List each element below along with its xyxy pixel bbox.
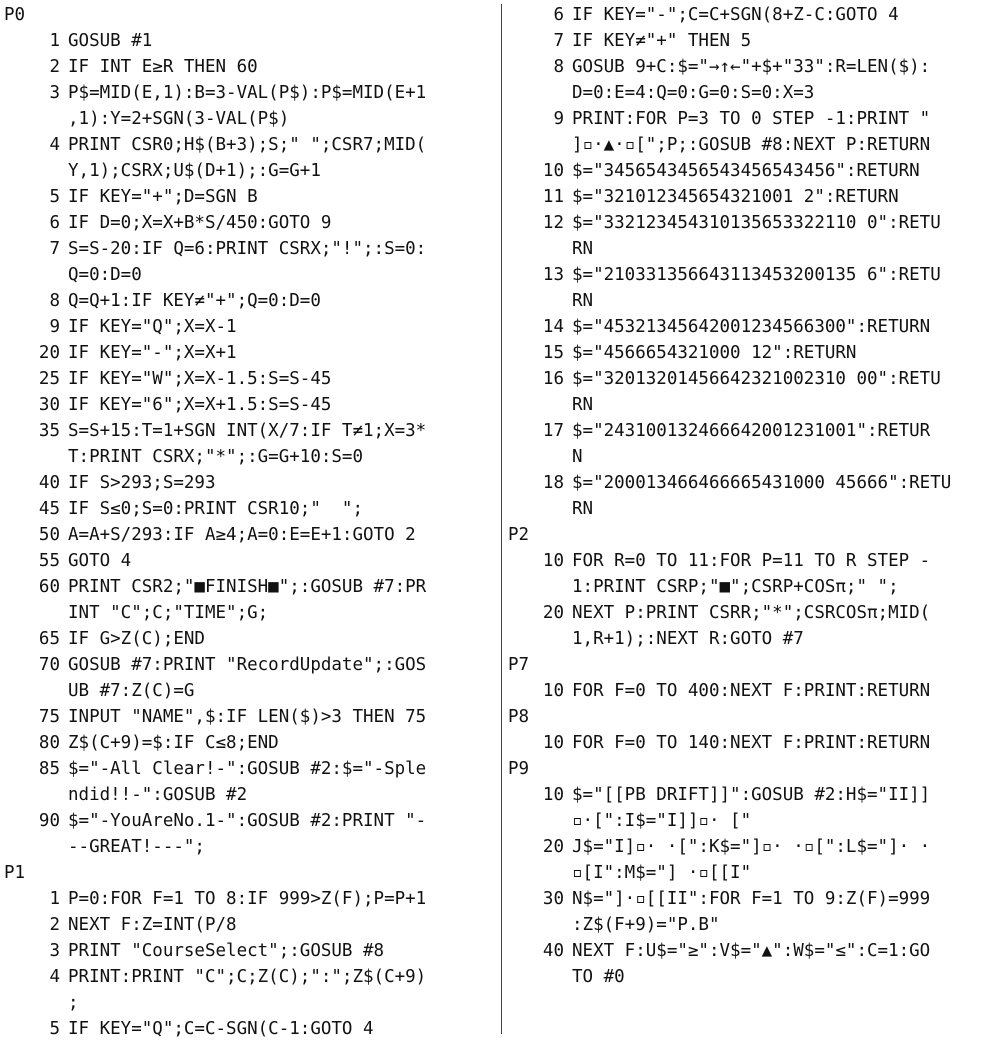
code-line — [4, 522, 496, 548]
code-line — [4, 964, 496, 1016]
line-number: 9 — [553, 109, 564, 129]
code-line — [4, 938, 496, 964]
line-number: 2 — [49, 915, 60, 935]
line-code: FOR F=0 TO 400:NEXT F:PRINT:RETURN — [572, 681, 931, 701]
line-code: $="332123454310135653322110 0":RETU RN — [572, 213, 941, 259]
code-line — [4, 574, 496, 626]
line-code: GOSUB 9+C:$="→↑←"+$+"33":R=LEN($): D=0:E=4:Q=0:G=0:S=0:X=3 — [572, 57, 931, 103]
line-number: 10 — [542, 785, 564, 805]
code-line — [4, 80, 496, 132]
line-code: IF KEY="Q";X=X-1 — [68, 317, 237, 337]
line-code: S=S-20:IF Q=6:PRINT CSRX;"!";:S=0: Q=0:D=0 — [68, 239, 427, 285]
code-line — [4, 340, 496, 366]
line-number: 3 — [49, 83, 60, 103]
line-number: 4 — [49, 135, 60, 155]
line-code: IF KEY="-";X=X+1 — [68, 343, 237, 363]
code-line — [508, 28, 996, 54]
line-code: FOR F=0 TO 140:NEXT F:PRINT:RETURN — [572, 733, 931, 753]
line-code: GOSUB #1 — [68, 31, 153, 51]
code-line — [4, 288, 496, 314]
line-code: INPUT "NAME",$:IF LEN($)>3 THEN 75 — [68, 707, 427, 727]
line-number: 7 — [49, 239, 60, 259]
code-line — [4, 652, 496, 704]
code-line — [4, 236, 496, 288]
line-code: S=S+15:T=1+SGN INT(X/7:IF T≠1;X=3* T:PRINT CSRX;"*";:G=G+10:S=0 — [68, 421, 427, 467]
code-line — [4, 808, 496, 860]
line-number: 1 — [49, 889, 60, 909]
line-number: 20 — [542, 837, 564, 857]
line-number: 80 — [38, 733, 60, 753]
column-divider — [501, 4, 502, 1034]
code-line — [508, 158, 996, 184]
program-section-label: P7 — [508, 655, 530, 675]
line-code: $="[[PB DRIFT]]":GOSUB #2:H$="II]] ▫·[":I$="I]]▫· [" — [572, 785, 931, 831]
line-code: J$="I]▫· ·[":K$="]▫· ·▫[":L$="]· · ▫[I":M$="] ·▫[[I" — [572, 837, 931, 883]
line-code: $="-YouAreNo.1-":GOSUB #2:PRINT "- --GREAT!---"; — [68, 811, 427, 857]
line-code: $="45321345642001234566300":RETURN — [572, 317, 931, 337]
code-line — [508, 782, 996, 834]
code-line — [4, 548, 496, 574]
code-line — [508, 340, 996, 366]
line-number: 4 — [49, 967, 60, 987]
line-number: 17 — [542, 421, 564, 441]
line-code: $="321012345654321001 2":RETURN — [572, 187, 899, 207]
line-number: 3 — [49, 941, 60, 961]
line-number: 9 — [49, 317, 60, 337]
code-line — [508, 548, 996, 600]
code-line — [4, 626, 496, 652]
line-number: 16 — [542, 369, 564, 389]
code-line — [4, 418, 496, 470]
line-number: 10 — [542, 733, 564, 753]
code-line — [508, 418, 996, 470]
line-code: IF KEY≠"+" THEN 5 — [572, 31, 752, 51]
line-code: A=A+S/293:IF A≥4;A=0:E=E+1:GOTO 2 — [68, 525, 416, 545]
code-line — [4, 184, 496, 210]
line-code: FOR R=0 TO 11:FOR P=11 TO R STEP - 1:PRINT CSRP;"■";CSRP+COSπ;" "; — [572, 551, 931, 597]
code-line — [508, 886, 996, 938]
code-line — [508, 54, 996, 106]
line-number: 10 — [542, 551, 564, 571]
line-code: PRINT:PRINT "C";C;Z(C);":";Z$(C+9) ; — [68, 967, 427, 1013]
line-code: PRINT:FOR P=3 TO 0 STEP -1:PRINT " ]▫·▲·▫[";P;:GOSUB #8:NEXT P:RETURN — [572, 109, 931, 155]
line-code: Q=Q+1:IF KEY≠"+";Q=0:D=0 — [68, 291, 321, 311]
code-line — [4, 886, 496, 912]
line-number: 7 — [553, 31, 564, 51]
code-line — [4, 1016, 496, 1042]
code-line — [4, 730, 496, 756]
line-code: $="4566654321000 12":RETURN — [572, 343, 857, 363]
line-code: $="32013201456642321002310 00":RETU RN — [572, 369, 941, 415]
line-number: 85 — [38, 759, 60, 779]
line-code: Z$(C+9)=$:IF C≤8;END — [68, 733, 279, 753]
line-number: 6 — [553, 5, 564, 25]
line-number: 2 — [49, 57, 60, 77]
line-code: IF D=0;X=X+B*S/450:GOTO 9 — [68, 213, 332, 233]
line-number: 40 — [542, 941, 564, 961]
code-line — [508, 314, 996, 340]
program-section-label: P9 — [508, 759, 530, 779]
code-line — [4, 314, 496, 340]
line-number: 20 — [38, 343, 60, 363]
line-code: IF KEY="6";X=X+1.5:S=S-45 — [68, 395, 332, 415]
line-code: $="200013466466665431000 45666":RETU RN — [572, 473, 952, 519]
line-number: 45 — [38, 499, 60, 519]
line-code: P=0:FOR F=1 TO 8:IF 999>Z(F);P=P+1 — [68, 889, 427, 909]
line-code: NEXT F:U$="≥":V$="▲":W$="≤":C=1:GO TO #0 — [572, 941, 931, 987]
line-code: IF G>Z(C);END — [68, 629, 205, 649]
line-code: $="-All Clear!-":GOSUB #2:$="-Sple ndid!!-":GOSUB #2 — [68, 759, 427, 805]
line-number: 20 — [542, 603, 564, 623]
line-number: 25 — [38, 369, 60, 389]
code-line — [508, 834, 996, 886]
line-number: 6 — [49, 213, 60, 233]
code-line — [4, 704, 496, 730]
line-code: IF KEY="Q";C=C-SGN(C-1:GOTO 4 — [68, 1019, 374, 1039]
code-line — [508, 366, 996, 418]
line-number: 30 — [542, 889, 564, 909]
line-code: IF INT E≥R THEN 60 — [68, 57, 258, 77]
line-code: PRINT "CourseSelect";:GOSUB #8 — [68, 941, 385, 961]
code-line — [508, 262, 996, 314]
program-section-label: P0 — [4, 5, 26, 25]
line-number: 50 — [38, 525, 60, 545]
code-line — [508, 730, 996, 756]
code-line — [4, 912, 496, 938]
code-line — [4, 392, 496, 418]
line-code: IF S≤0;S=0:PRINT CSR10;" "; — [68, 499, 364, 519]
code-line — [508, 210, 996, 262]
listing-column-right — [508, 2, 996, 990]
program-section-label: P2 — [508, 525, 530, 545]
line-code: PRINT CSR0;H$(B+3);S;" ";CSR7;MID( Y,1);CSRX;U$(D+1);:G=G+1 — [68, 135, 427, 181]
line-number: 1 — [49, 31, 60, 51]
line-number: 10 — [542, 681, 564, 701]
line-code: $="243100132466642001231001":RETUR N — [572, 421, 931, 467]
code-line — [4, 210, 496, 236]
code-line — [4, 366, 496, 392]
code-line — [508, 600, 996, 652]
line-code: NEXT F:Z=INT(P/8 — [68, 915, 237, 935]
code-line — [4, 756, 496, 808]
line-number: 14 — [542, 317, 564, 337]
line-number: 10 — [542, 161, 564, 181]
line-code: IF KEY="+";D=SGN B — [68, 187, 258, 207]
line-code: IF KEY="-";C=C+SGN(8+Z-C:GOTO 4 — [572, 5, 899, 25]
line-number: 70 — [38, 655, 60, 675]
code-line — [4, 132, 496, 184]
code-line — [508, 938, 996, 990]
code-line — [508, 470, 996, 522]
line-number: 11 — [542, 187, 564, 207]
code-line — [508, 184, 996, 210]
listing-column-left — [4, 2, 496, 1042]
line-number: 65 — [38, 629, 60, 649]
line-number: 18 — [542, 473, 564, 493]
line-number: 8 — [553, 57, 564, 77]
code-line — [4, 54, 496, 80]
line-code: IF KEY="W";X=X-1.5:S=S-45 — [68, 369, 332, 389]
line-number: 75 — [38, 707, 60, 727]
line-number: 5 — [49, 187, 60, 207]
line-code: $="210331356643113453200135 6":RETU RN — [572, 265, 941, 311]
program-section-label: P8 — [508, 707, 530, 727]
line-number: 12 — [542, 213, 564, 233]
code-line — [508, 678, 996, 704]
line-number: 40 — [38, 473, 60, 493]
code-line — [508, 106, 996, 158]
line-code: N$="]·▫[[II":FOR F=1 TO 9:Z(F)=999 :Z$(F+9)="P.B" — [572, 889, 931, 935]
code-line — [508, 2, 996, 28]
line-number: 90 — [38, 811, 60, 831]
line-code: GOTO 4 — [68, 551, 132, 571]
line-code: NEXT P:PRINT CSRR;"*";CSRCOSπ;MID( 1,R+1);:NEXT R:GOTO #7 — [572, 603, 931, 649]
code-line — [4, 496, 496, 522]
line-number: 15 — [542, 343, 564, 363]
line-number: 13 — [542, 265, 564, 285]
line-number: 5 — [49, 1019, 60, 1039]
line-code: $="3456543456543456543456":RETURN — [572, 161, 920, 181]
line-code: PRINT CSR2;"■FINISH■";:GOSUB #7:PR INT "C";C;"TIME";G; — [68, 577, 427, 623]
line-number: 55 — [38, 551, 60, 571]
line-code: IF S>293;S=293 — [68, 473, 216, 493]
line-number: 60 — [38, 577, 60, 597]
program-section-label: P1 — [4, 863, 26, 883]
line-number: 30 — [38, 395, 60, 415]
code-line — [4, 470, 496, 496]
code-line — [4, 28, 496, 54]
line-number: 8 — [49, 291, 60, 311]
line-number: 35 — [38, 421, 60, 441]
line-code: GOSUB #7:PRINT "RecordUpdate";:GOS UB #7:Z(C)=G — [68, 655, 427, 701]
line-code: P$=MID(E,1):B=3-VAL(P$):P$=MID(E+1 ,1):Y=2+SGN(3-VAL(P$) — [68, 83, 427, 129]
